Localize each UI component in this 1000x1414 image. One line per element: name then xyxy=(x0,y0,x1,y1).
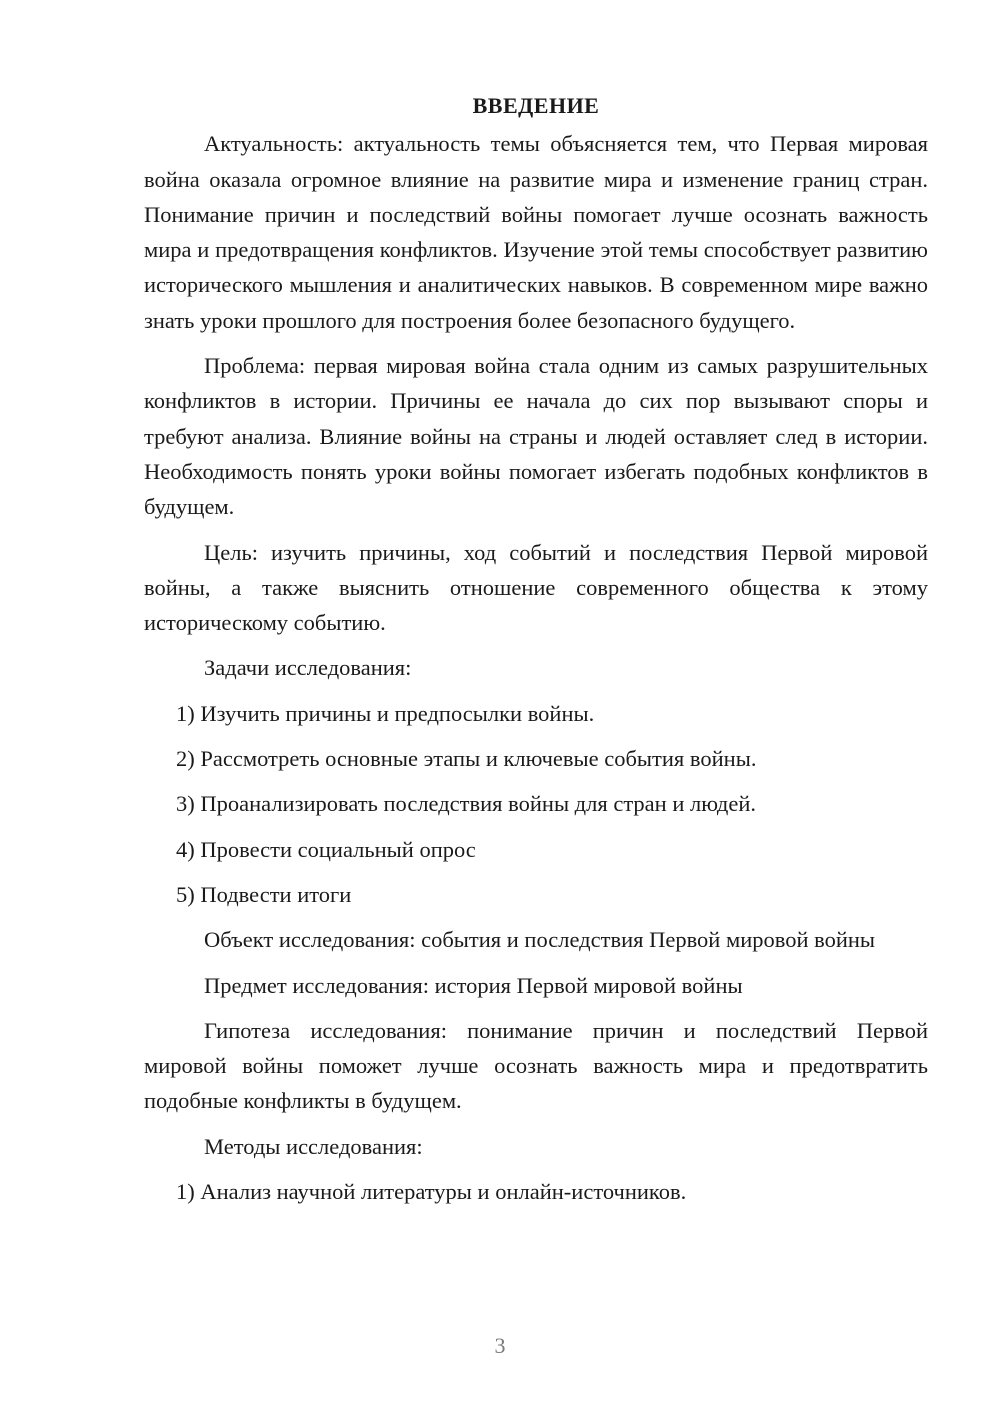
subject-paragraph: Предмет исследования: история Первой мировой войны xyxy=(204,972,743,998)
page-number: 3 xyxy=(494,1333,506,1358)
relevance-paragraph: Актуальность: актуальность темы объясняется тем, что Первая мировая война оказала огромное влияние на развитие мира и изменение границ стран. Понимание причин и последствий войны помогает лучше осознать важность мира и предотвращения конфликтов. Изучение этой темы способствует развитию исторического мышления и аналитических навыков. В современном мире важно знать уроки прошлого для построения более безопасного будущего. xyxy=(144,131,928,333)
tasks-list xyxy=(144,696,928,912)
tasks-heading: Задачи исследования: xyxy=(204,655,412,681)
list-item: 3) Проанализировать последствия войны для стран и людей. xyxy=(176,791,756,817)
list-item: 1) Анализ научной литературы и онлайн-источников. xyxy=(176,1179,687,1205)
hypothesis-paragraph: Гипотеза исследования: понимание причин и последствий Первой мировой войны поможет лучше осознать важность мира и предотвратить подобные конфликты в будущем. xyxy=(144,1017,928,1114)
list-item: 4) Провести социальный опрос xyxy=(176,836,476,862)
object-paragraph: Объект исследования: события и последствия Первой мировой войны xyxy=(204,927,876,953)
methods-list xyxy=(144,1174,928,1209)
list-item: 1) Изучить причины и предпосылки войны. xyxy=(176,700,595,726)
methods-heading: Методы исследования: xyxy=(204,1133,423,1159)
section-title: ВВЕДЕНИЕ xyxy=(472,93,600,118)
list-item: 2) Рассмотреть основные этапы и ключевые события войны. xyxy=(176,746,757,772)
goal-paragraph: Цель: изучить причины, ход событий и последствия Первой мировой войны, а также выяснить отношение современного общества к этому историческому событию. xyxy=(144,539,928,636)
list-item: 5) Подвести итоги xyxy=(176,881,352,907)
page-content xyxy=(144,88,928,1219)
problem-paragraph: Проблема: первая мировая война стала одним из самых разрушительных конфликтов в истории. Причины ее начала до сих пор вызывают споры и требуют анализа. Влияние войны на страны и людей оставляет след в истории. Необходимость понять уроки войны помогает избегать подобных конфликтов в будущем. xyxy=(144,353,928,520)
